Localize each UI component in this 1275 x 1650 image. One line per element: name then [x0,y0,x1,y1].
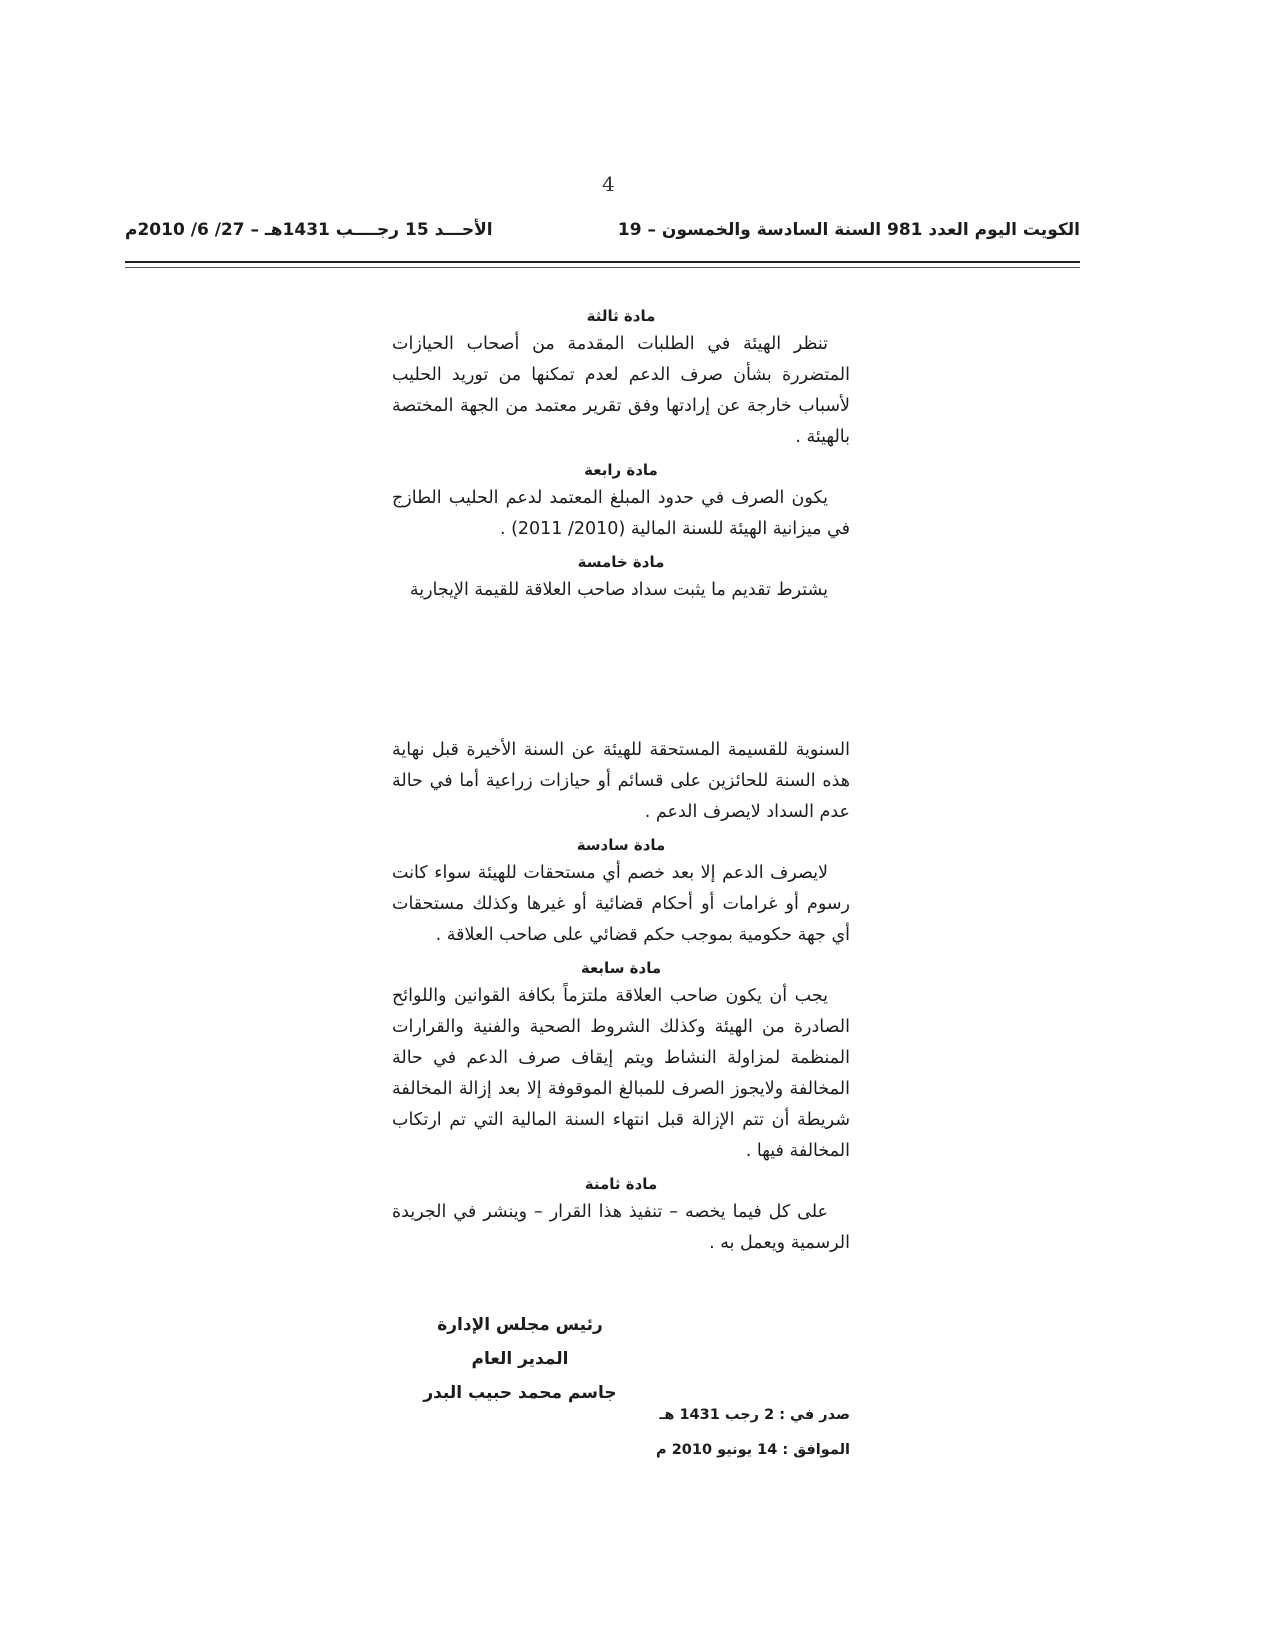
gazette-header [125,220,1080,250]
article-6-title: مادة سادسة [576,836,666,854]
header-divider-thin [125,267,1080,268]
issue-date-gregorian: الموافق : 14 يونيو 2010 م [656,1442,850,1458]
header-date: الأحـــد 15 رجــــب 1431هـ – 27/ 6/ 2010م [125,220,493,240]
text-column-upper [392,303,850,610]
article-7-title: مادة سابعة [580,959,662,977]
article-8-text: على كل فيما يخصه – تنفيذ هذا القرار – وينشر في الجريدة الرسمية ويعمل به . [392,1202,850,1253]
header-divider [125,261,1080,263]
header-issue: الكويت اليوم العدد 981 السنة السادسة والخمسون – 19 [617,220,1080,240]
article-7-text: يجب أن يكون صاحب العلاقة ملتزماً بكافة القوانين واللوائح الصادرة من الهيئة وكذلك الشروط الصحية والفنية والقرارات المنظمة لمزاولة النشاط ويتم إيقاف صرف الدعم في حالة المخالفة ولايجوز الصرف للمبالغ الموقوفة إلا بعد إزالة المخالفة شريطة أن تتم الإزالة قبل انتهاء السنة المالية التي تم ارتكاب المخالفة فيها . [392,986,850,1161]
signature-block [420,1308,620,1410]
article-5-title: مادة خامسة [577,553,665,571]
issue-date-block [620,1398,850,1468]
article-3-title: مادة ثالثة [586,307,656,325]
page-number: 4 [602,172,615,196]
article-4-text: يكون الصرف في حدود المبلغ المعتمد لدعم الحليب الطازج في ميزانية الهيئة للسنة المالية (2010/ 2011) . [392,488,850,539]
article-8-title: مادة ثامنة [584,1175,658,1193]
article-3-text: تنظر الهيئة في الطلبات المقدمة من أصحاب الحيازات المتضررة بشأن صرف الدعم لعدم تمكنها من توريد الحليب لأسباب خارجة عن إرادتها وفق تقرير معتمد من الجهة المختصة بالهيئة . [392,334,850,447]
text-column-lower [392,735,850,1263]
signatory-title: رئيس مجلس الإدارة [437,1315,603,1335]
signatory-subtitle: المدير العام [471,1349,569,1369]
article-6-text: لايصرف الدعم إلا بعد خصم أي مستحقات للهيئة سواء كانت رسوم أو غرامات أو أحكام قضائية أو غيرها وكذلك مستحقات أي جهة حكومية بموجب حكم قضائي على صاحب العلاقة . [392,863,850,945]
article-4-title: مادة رابعة [584,461,658,479]
article-5-continued: السنوية للقسيمة المستحقة للهيئة عن السنة الأخيرة قبل نهاية هذه السنة للحائزين على قسائم أو حيازات زراعية أما في حالة عدم السداد لايصرف الدعم . [392,740,850,822]
signatory-name: جاسم محمد حبيب البدر [423,1383,617,1403]
article-5-text: يشترط تقديم ما يثبت سداد صاحب العلاقة للقيمة الإيجارية [409,580,828,600]
issue-date-hijri: صدر في : 2 رجب 1431 هـ [659,1407,850,1423]
